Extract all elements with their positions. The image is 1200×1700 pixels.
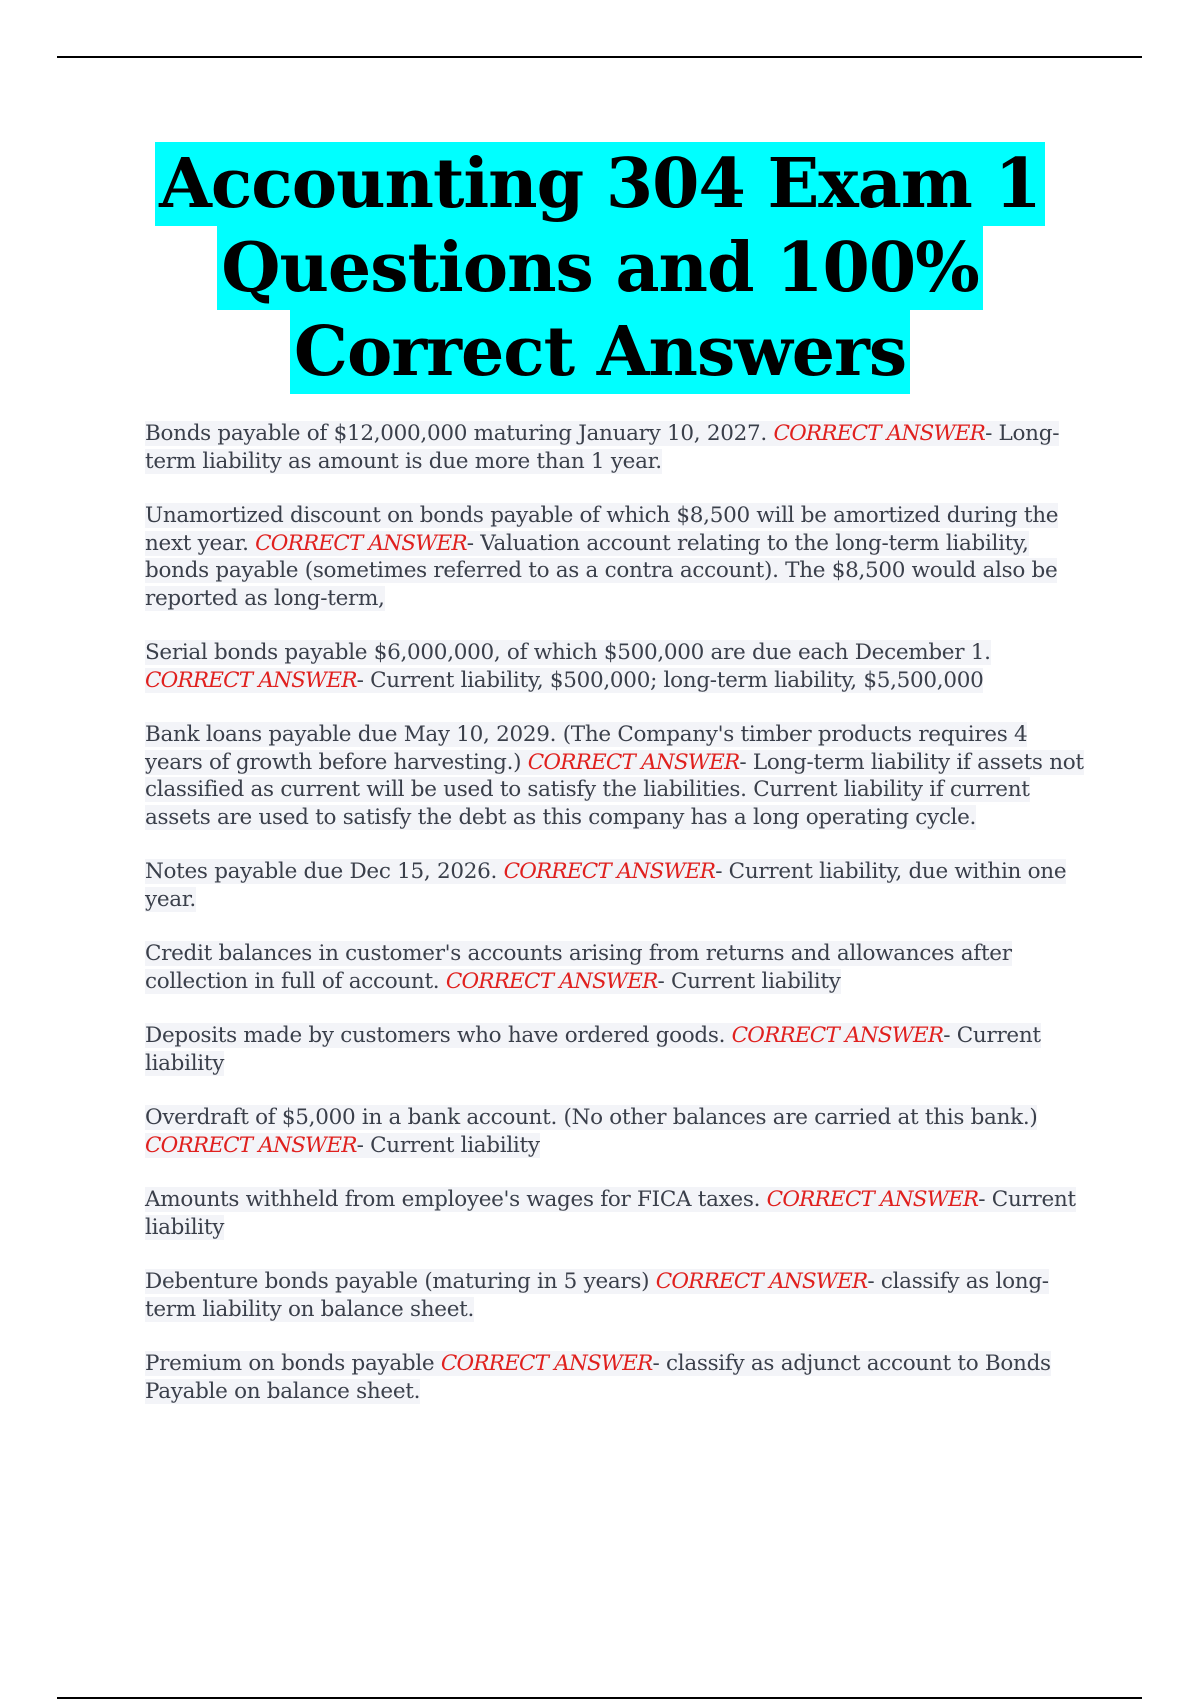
correct-answer-marker: CORRECT ANSWER <box>255 530 467 556</box>
correct-answer-marker: CORRECT ANSWER <box>766 1187 979 1212</box>
question-text: Deposits made by customers who have ordered goods. <box>145 1023 726 1048</box>
title-line-2: Questions and 100% <box>217 226 983 310</box>
qa-item-10 <box>145 1268 1090 1323</box>
correct-answer-marker: CORRECT ANSWER <box>503 859 716 884</box>
qa-item-3 <box>145 639 1090 694</box>
correct-answer-marker: CORRECT ANSWER <box>145 1132 357 1158</box>
qa-item-4 <box>145 721 1090 831</box>
answer-text: - Valuation account relating to the long-term liability, bonds payable (sometimes referred to as a contra account). The $8,500 would also be reported as long-term, <box>145 530 1058 611</box>
answer-text: - Current liability <box>145 1187 1076 1240</box>
qa-item-11 <box>145 1350 1090 1405</box>
correct-answer-marker: CORRECT ANSWER <box>731 1023 944 1048</box>
qa-item-5 <box>145 858 1090 913</box>
correct-answer-marker: CORRECT ANSWER <box>445 968 658 994</box>
correct-answer-marker: CORRECT ANSWER <box>145 667 357 693</box>
answer-text: - Current liability <box>356 1132 540 1158</box>
answer-text: - Long-term liability as amount is due more than 1 year. <box>145 421 1060 474</box>
qa-item-9 <box>145 1186 1090 1241</box>
answer-text: - classify as adjunct account to Bonds Payable on balance sheet. <box>145 1351 1051 1404</box>
top-rule <box>57 56 1142 58</box>
answer-text: - Current liability <box>657 968 841 994</box>
correct-answer-marker: CORRECT ANSWER <box>655 1269 868 1294</box>
question-text: Debenture bonds payable (maturing in 5 years) <box>145 1269 650 1294</box>
qa-item-7 <box>145 1022 1090 1077</box>
correct-answer-marker: CORRECT ANSWER <box>440 1351 653 1376</box>
correct-answer-marker: CORRECT ANSWER <box>527 749 740 775</box>
qa-list <box>145 420 1090 1432</box>
answer-text: - Current liability <box>145 1023 1041 1076</box>
question-text: Notes payable due Dec 15, 2026. <box>145 859 498 884</box>
title-line-3: Correct Answers <box>290 310 910 394</box>
qa-item-8 <box>145 1104 1090 1159</box>
answer-text: - Current liability, $500,000; long-term liability, $5,500,000 <box>356 667 984 693</box>
qa-item-1 <box>145 420 1090 475</box>
title-line-1: Accounting 304 Exam 1 <box>155 142 1045 226</box>
qa-item-6 <box>145 940 1090 995</box>
document-title <box>0 142 1200 394</box>
answer-text: - Long-term liability if assets not classified as current will be used to satisfy the liabilities. Current liability if current assets are used to satisfy the debt as this company has a long operating cycle. <box>145 749 1084 830</box>
bottom-rule <box>57 1697 1142 1699</box>
answer-text: - Current liability, due within one year. <box>145 859 1067 912</box>
question-text: Credit balances in customer's accounts arising from returns and allowances after collection in full of account. <box>145 941 1012 994</box>
qa-item-2 <box>145 502 1090 612</box>
answer-text: - classify as long-term liability on balance sheet. <box>145 1269 1049 1322</box>
question-text: Unamortized discount on bonds payable of which $8,500 will be amortized during the next year. <box>145 503 1059 556</box>
correct-answer-marker: CORRECT ANSWER <box>773 421 986 446</box>
question-text: Serial bonds payable $6,000,000, of which $500,000 are due each December 1. <box>145 640 991 665</box>
question-text: Overdraft of $5,000 in a bank account. (No other balances are carried at this bank.) <box>145 1105 1038 1130</box>
question-text: Amounts withheld from employee's wages for FICA taxes. <box>145 1187 761 1212</box>
question-text: Bank loans payable due May 10, 2029. (The Company's timber products requires 4 years of growth before harvesting.) <box>145 722 1028 775</box>
question-text: Bonds payable of $12,000,000 maturing January 10, 2027. <box>145 421 767 446</box>
question-text: Premium on bonds payable <box>145 1351 435 1376</box>
